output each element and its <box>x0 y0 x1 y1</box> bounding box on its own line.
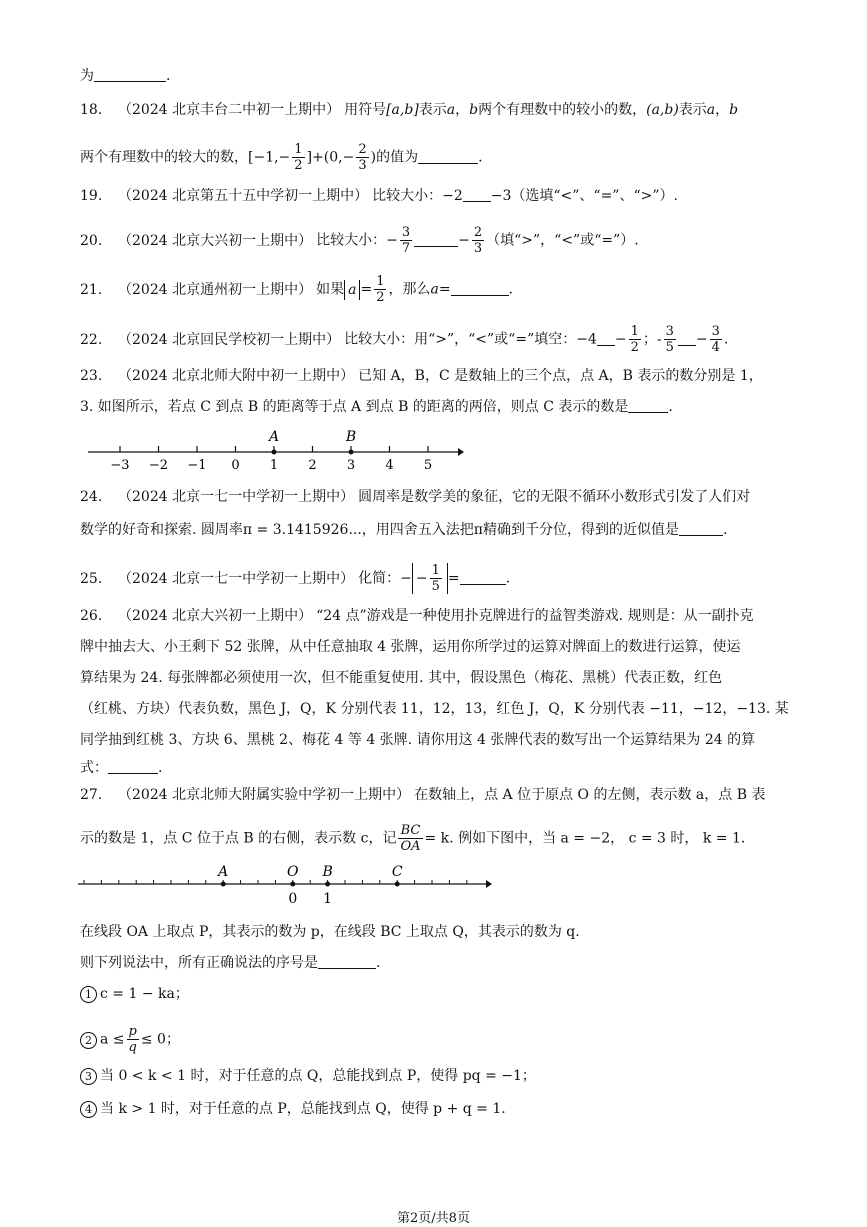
tick-label: 0 <box>231 458 240 473</box>
text: − <box>695 331 708 348</box>
math: [a,b] <box>386 102 419 118</box>
tick-label: 1 <box>323 891 333 907</box>
question-number: 23. <box>80 368 103 384</box>
fraction: $\frac{p}{q}$ <box>128 1024 137 1055</box>
question-22 <box>80 324 728 355</box>
fraction: $\frac{3}{5}$ <box>665 324 674 355</box>
text: = <box>360 281 373 298</box>
fraction: $\frac{2}{3}$ <box>358 142 367 173</box>
text: ；- <box>642 331 662 348</box>
text: 比较大小：用“>”，“<”或“=”填空：−4 <box>344 331 597 348</box>
point-dot <box>272 450 277 455</box>
point-label: A <box>218 864 229 880</box>
question-18-line1 <box>80 100 738 120</box>
answer-blank <box>318 954 376 969</box>
question-number: 24. <box>80 489 103 505</box>
point-label: B <box>345 429 357 445</box>
question-source: （2024 北京北师大附中初一上期中） <box>118 368 355 384</box>
question-number: 22. <box>80 331 103 348</box>
question-source: （2024 北京通州初一上期中） <box>118 281 313 298</box>
fraction: $\frac{2}{3}$ <box>473 225 483 256</box>
answer-blank <box>463 187 491 202</box>
question-27-line2 <box>80 823 745 854</box>
question-26-line1 <box>80 606 754 626</box>
text: = <box>438 281 451 298</box>
math: a <box>430 281 439 298</box>
circled-number: 4 <box>80 1101 97 1118</box>
tick-label: −3 <box>110 458 130 473</box>
option-4 <box>80 1099 506 1119</box>
text: . <box>478 149 483 166</box>
question-number: 25. <box>80 570 103 587</box>
question-19 <box>80 186 678 206</box>
text: . <box>158 760 163 776</box>
question-source: （2024 北京丰台二中初一上期中） <box>118 102 341 118</box>
circled-number: 2 <box>80 1032 97 1049</box>
question-27-line3 <box>80 922 580 942</box>
answer-blank <box>460 570 506 585</box>
question-26-line4 <box>80 699 789 719</box>
text: 已知 A，B，C 是数轴上的三个点，点 A，B 表示的数分别是 1， <box>358 368 763 384</box>
math: a <box>446 102 456 118</box>
text: 化简：− <box>358 570 412 587</box>
math: [−1,− <box>248 149 291 166</box>
text: c = 1 − ka； <box>100 986 189 1002</box>
text: （红桃、方块）代表负数，黑色 J，Q，K 分别代表 11，12，13，红色 J，Q，K 分别代表 −11，−12，−13. 某 <box>80 701 789 717</box>
fraction: $\frac{BC}{OA}$ <box>400 823 421 854</box>
math: b <box>469 102 479 118</box>
question-27-line4 <box>80 953 380 973</box>
point-label: B <box>322 864 333 880</box>
question-25 <box>80 563 510 594</box>
answer-blank <box>414 232 458 247</box>
line-top <box>80 66 170 86</box>
question-27-line1 <box>80 785 765 805</box>
answer-blank <box>94 67 166 82</box>
text: 则下列说法中，所有正确说法的序号是 <box>80 955 318 971</box>
answer-blank <box>597 331 615 346</box>
math: (a,b) <box>646 102 679 118</box>
math: + <box>312 149 324 166</box>
text: 算结果为 24. 每张牌都必须使用一次，但不能重复使用. 其中，假设黑色（梅花、黑桃）代表正数，红色 <box>80 670 723 686</box>
text: 如果 <box>316 281 345 298</box>
arrow-icon <box>458 448 464 456</box>
point-dot <box>290 882 295 887</box>
option-1 <box>80 984 189 1004</box>
point-dot <box>395 882 400 887</box>
text: . <box>376 955 381 971</box>
text: . <box>505 570 511 587</box>
fraction: $\frac{1}{2}$ <box>630 324 639 355</box>
answer-blank <box>628 398 668 413</box>
text: 表示 <box>678 102 707 118</box>
text: a ≤ <box>100 1031 125 1048</box>
text: 为 <box>80 68 94 84</box>
fraction: $\frac{3}{4}$ <box>711 324 720 355</box>
math: b <box>729 102 739 118</box>
text: 数学的好奇和探索. 圆周率π = 3.1415926...，用四舍五入法把π精确到千分位，得到的近似值是 <box>80 522 679 538</box>
text: . <box>723 522 728 538</box>
circled-number: 1 <box>80 986 97 1003</box>
question-23-line2 <box>80 397 673 417</box>
text: 示的数是 1，点 C 位于点 B 的右侧，表示数 c，记 <box>80 830 397 847</box>
question-26-line3 <box>80 668 722 688</box>
question-number: 20. <box>80 232 103 249</box>
text: − <box>614 331 627 348</box>
question-number: 26. <box>80 608 103 624</box>
point-label: A <box>268 429 280 445</box>
answer-blank <box>451 281 509 296</box>
arrow-icon <box>486 880 492 888</box>
tick-label: −2 <box>148 458 169 473</box>
text: 牌中抽去大、小王剩下 52 张牌，从中任意抽取 4 张牌，运用你所学过的运算对牌面上的数进行运算，使运 <box>80 639 741 655</box>
question-source: （2024 北京大兴初一上期中） <box>118 232 313 249</box>
tick-label: 0 <box>288 891 298 907</box>
text: . <box>668 399 673 415</box>
math: a <box>706 102 716 118</box>
math: (0,− <box>323 149 355 166</box>
question-source: （2024 北京大兴初一上期中） <box>118 608 313 624</box>
text: 式： <box>80 760 108 776</box>
question-source: （2024 北京第五十五中学初一上期中） <box>118 188 369 204</box>
text: 同学抽到红桃 3、方块 6、黑桃 2、梅花 4 等 4 张牌. 请你用这 4 张牌代表的数写出一个运算结果为 24 的算 <box>80 732 756 748</box>
text: ，那么 <box>388 281 431 298</box>
question-24-line2 <box>80 520 727 540</box>
point-dot <box>349 450 354 455</box>
point-label: O <box>287 864 299 880</box>
text: 两个有理数中的较大的数， <box>80 149 248 166</box>
fraction: $\frac{3}{7}$ <box>401 225 411 256</box>
question-26-line6 <box>80 758 162 778</box>
text: （填“>”，“<”或“=”）. <box>486 232 639 249</box>
question-source: （2024 北京一七一中学初一上期中） <box>118 570 355 587</box>
point-label: C <box>391 864 403 880</box>
text: ， <box>455 102 470 118</box>
question-source: （2024 北京北师大附属实验中学初一上期中） <box>118 787 411 803</box>
question-26-line5 <box>80 730 755 750</box>
tick-label: 2 <box>308 458 317 473</box>
math: ) <box>370 149 377 166</box>
text: “24 点”游戏是一种使用扑克牌进行的益智类游戏. 规则是：从一副扑克 <box>316 608 754 624</box>
text: 当 k > 1 时，对于任意的点 P，总能找到点 Q，使得 p + q = 1. <box>100 1101 506 1117</box>
tick-label: 1 <box>269 458 279 473</box>
tick-label: 4 <box>385 458 394 473</box>
question-20 <box>80 225 639 256</box>
text: − <box>458 232 470 249</box>
fraction: $\frac{1}{2}$ <box>376 274 385 305</box>
question-number: 19. <box>80 188 103 204</box>
text: . <box>508 281 514 298</box>
text: −3（选填“<”、“=”、“>”）. <box>490 188 678 204</box>
text: . <box>723 331 729 348</box>
question-26-line2 <box>80 637 741 657</box>
point-dot <box>221 882 226 887</box>
text: . <box>166 68 171 84</box>
text: 在数轴上，点 A 位于原点 O 的左侧，表示数 a，点 B 表 <box>414 787 766 803</box>
question-source: （2024 北京一七一中学初一上期中） <box>118 489 355 505</box>
text: = <box>447 570 460 587</box>
question-18-line2 <box>80 142 483 173</box>
text: 3. 如图所示，若点 C 到点 B 的距离等于点 A 到点 B 的距离的两倍，则点 C 表示的数是 <box>80 399 629 415</box>
number-line-q27 <box>76 858 496 908</box>
text: ≤ 0； <box>140 1031 180 1048</box>
absolute-value: − $\frac{1}{5}$ <box>412 563 448 594</box>
page-footer: 第2页/共8页 <box>397 1211 470 1226</box>
tick-label: 3 <box>346 458 356 473</box>
math: ] <box>306 149 313 166</box>
number-line-q23 <box>80 424 470 474</box>
absolute-value: a <box>344 280 360 300</box>
question-number: 18. <box>80 102 103 118</box>
question-24-line1 <box>80 487 750 507</box>
question-23-line1 <box>80 366 763 386</box>
question-number: 21. <box>80 281 103 298</box>
answer-blank <box>678 331 696 346</box>
point-dot <box>325 882 330 887</box>
text: = k. 例如下图中，当 a = −2， c = 3 时， k = 1. <box>424 830 746 847</box>
text: 在线段 OA 上取点 P，其表示的数为 p，在线段 BC 上取点 Q，其表示的数为 q. <box>80 924 580 940</box>
text: 圆周率是数学美的象征，它的无限不循环小数形式引发了人们对 <box>358 489 751 505</box>
question-21 <box>80 274 513 305</box>
text: ， <box>715 102 730 118</box>
text: 用符号 <box>344 102 387 118</box>
question-source: （2024 北京回民学校初一上期中） <box>118 331 341 348</box>
answer-blank <box>418 149 478 164</box>
tick-label: −1 <box>187 458 207 473</box>
answer-blank <box>108 759 158 774</box>
tick-label: 5 <box>423 458 433 473</box>
text: 的值为 <box>376 149 419 166</box>
option-2 <box>80 1024 180 1055</box>
answer-blank <box>679 521 723 536</box>
question-number: 27. <box>80 787 103 803</box>
text: 比较大小：− <box>316 232 398 249</box>
circled-number: 3 <box>80 1068 97 1085</box>
text: 当 0 < k < 1 时，对于任意的点 Q，总能找到点 P，使得 pq = −1； <box>100 1068 536 1084</box>
option-3 <box>80 1066 536 1086</box>
text: 表示 <box>418 102 447 118</box>
text: 两个有理数中的较小的数， <box>478 102 647 118</box>
text: 比较大小：−2 <box>372 188 463 204</box>
fraction: $\frac{1}{2}$ <box>294 142 303 173</box>
